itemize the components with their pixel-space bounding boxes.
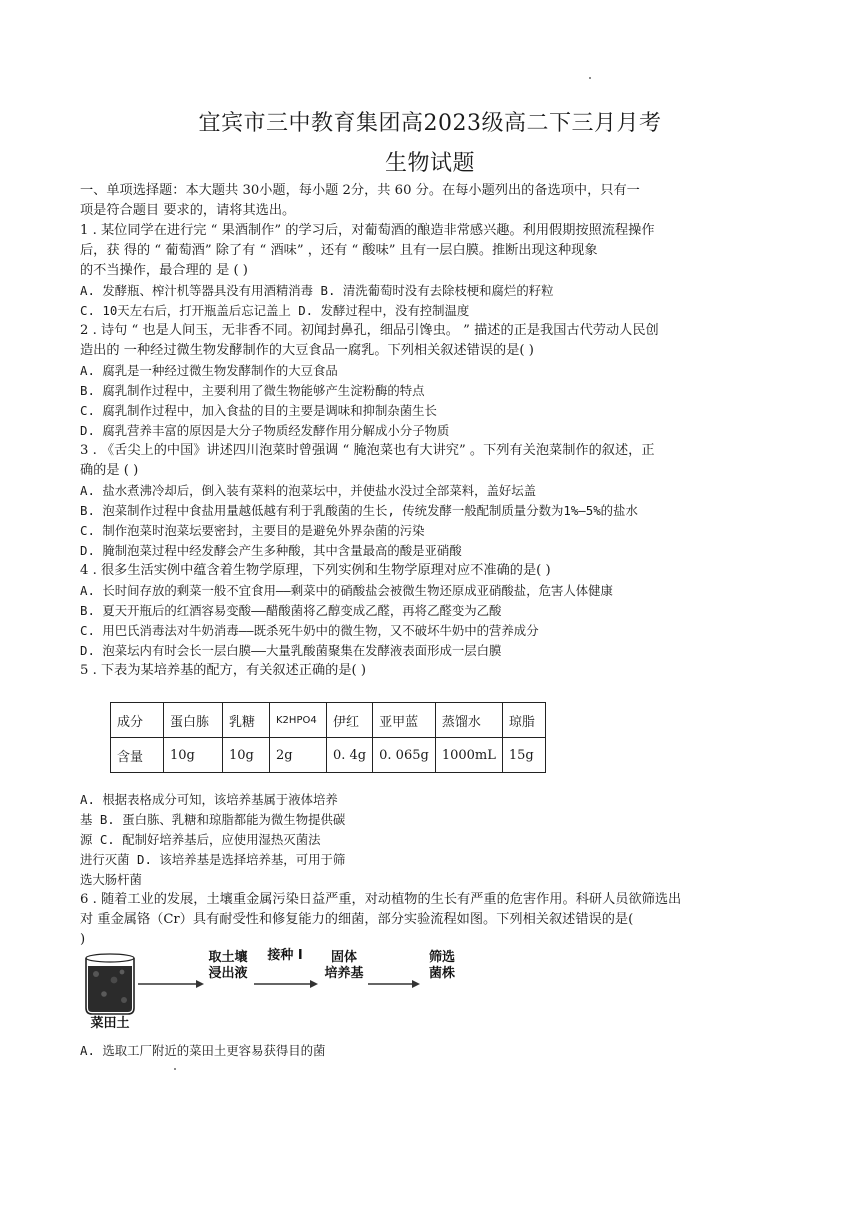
text-line: 项是符合题目 要求的，请将其选出。 <box>80 203 296 218</box>
text-line: 的不当操作，最合理的 是 ( ) <box>80 263 248 278</box>
option-line: 选大肠杆菌 <box>80 872 142 887</box>
option-c: C. 腐乳制作过程中，加入食盐的目的主要是调味和抑制杂菌生长 <box>80 403 437 418</box>
table-cell: 2g <box>270 738 327 773</box>
flow-step-1 <box>202 950 254 982</box>
option-line: 基 B. 蛋白胨、乳糖和琼脂都能为微生物提供碳 <box>80 812 346 827</box>
table-row <box>111 738 546 773</box>
table-cell: 乳糖 <box>223 703 270 738</box>
option-c: C. 制作泡菜时泡菜坛要密封，主要目的是避免外界杂菌的污染 <box>80 523 425 538</box>
option-line: C. 10天左右后，打开瓶盖后忘记盖上 D. 发酵过程中，没有控制温度 <box>80 303 470 318</box>
flow-step-1-line1: 取土壤 <box>208 950 248 965</box>
table-cell: 成分 <box>111 703 164 738</box>
flow-step-1-line2: 浸出液 <box>208 966 248 981</box>
flow-step-2-line2: 培养基 <box>324 966 364 981</box>
text-line: 后，获 得的 “ 葡萄酒” 除了有 “ 酒味” ，还有 “ 酸味” 且有一层白膜。推断出现这种现象 <box>80 243 598 258</box>
table-cell: 0. 4g <box>327 738 373 773</box>
flow-step-2 <box>316 950 372 982</box>
option-c: C. 用巴氏消毒法对牛奶消毒——既杀死牛奶中的微生物，又不破坏牛奶中的营养成分 <box>80 623 539 638</box>
soil-speck <box>101 991 107 997</box>
option-line: 进行灭菌 D. 该培养基是选择培养基，可用于筛 <box>80 852 346 867</box>
option-a: A. 腐乳是一种经过微生物发酵制作的大豆食品 <box>80 363 338 378</box>
text-line: ) <box>80 932 86 947</box>
table-cell: 亚甲蓝 <box>373 703 436 738</box>
flow-step-2-line1: 固体 <box>330 950 357 965</box>
beaker-rim <box>86 954 134 962</box>
question-3: 3 . 《舌尖上的中国》讲述四川泡菜时曾强调 “ 腌泡菜也有大讲究” 。下列有关泡菜制作的叙述，正 <box>80 443 655 458</box>
question-2: 2 . 诗句 “ 也是人间玉，无非香不同。初闻封鼻孔，细品引馋虫。 ” 描述的正是我国古代劳动人民创 <box>80 323 659 338</box>
table-cell: 1000mL <box>435 738 502 773</box>
option-d: D. 泡菜坛内有时会长一层白膜——大量乳酸菌聚集在发酵液表面形成一层白膜 <box>80 643 502 658</box>
table-cell: 10g <box>164 738 223 773</box>
table-cell: 含量 <box>111 738 164 773</box>
question-6: 6 . 随着工业的发展，土壤重金属污染日益严重，对动植物的生长有严重的危害作用。科研人员欲筛选出 <box>80 892 682 907</box>
arrow-head <box>412 980 420 988</box>
option-line: A. 根据表格成分可知，该培养基属于液体培养 <box>80 792 338 807</box>
soil-speck <box>93 971 99 977</box>
speck <box>589 77 591 79</box>
flow-step-3 <box>420 950 464 982</box>
table-cell: 伊红 <box>327 703 373 738</box>
exam-title: 宜宾市三中教育集团高2023级高二下三月月考 <box>198 111 662 136</box>
option-b: B. 夏天开瓶后的红酒容易变酸——醋酸菌将乙醇变成乙醛，再将乙醛变为乙酸 <box>80 603 502 618</box>
table-header-row <box>111 703 546 738</box>
option-a: A. 长时间存放的剩菜一般不宜食用——剩菜中的硝酸盐会被微生物还原成亚硝酸盐，危害人体健康 <box>80 583 613 598</box>
arrow-label-inoculation: 接种 I <box>267 948 303 963</box>
medium-recipe-table <box>110 702 546 773</box>
option-d: D. 腌制泡菜过程中经发酵会产生多种酸，其中含量最高的酸是亚硝酸 <box>80 543 462 558</box>
soil-speck <box>121 997 127 1003</box>
soil-speck <box>120 970 125 975</box>
question-1: 1 . 某位同学在进行完 “ 果酒制作” 的学习后，对葡萄酒的酿造非常感兴趣。利用假期按照流程操作 <box>80 223 655 238</box>
soil-speck <box>111 977 118 984</box>
text-line: 确的是 ( ) <box>80 463 139 478</box>
table-cell: 0. 065g <box>373 738 436 773</box>
table-cell: 蒸馏水 <box>435 703 502 738</box>
option-line: 源 C. 配制好培养基后，应使用湿热灭菌法 <box>80 832 321 847</box>
option-a: A. 选取工厂附近的菜田土更容易获得目的菌 <box>80 1043 326 1058</box>
flow-step-3-line2: 菌株 <box>428 966 455 981</box>
flow-step-3-line1: 筛选 <box>428 950 455 965</box>
table-cell: 琼脂 <box>502 703 545 738</box>
option-d: D. 腐乳营养丰富的原因是大分子物质经发酵作用分解成小分子物质 <box>80 423 450 438</box>
experiment-flow-diagram <box>78 946 478 1036</box>
option-a: A. 盐水煮沸冷却后，倒入装有菜料的泡菜坛中，并使盐水没过全部菜料，盖好坛盖 <box>80 483 537 498</box>
text-line: 一、单项选择题：本大题共 30小题，每小题 2分，共 60 分。在每小题列出的备选项中，只有一 <box>80 183 640 198</box>
table-cell: 15g <box>502 738 545 773</box>
table-cell: K2HPO4 <box>270 703 327 738</box>
option-line: A. 发酵瓶、榨汁机等器具没有用酒精消毒 B. 清洗葡萄时没有去除枝梗和腐烂的籽粒 <box>80 283 554 298</box>
table-cell: 10g <box>223 738 270 773</box>
option-b: B. 泡菜制作过程中食盐用量越低越有利于乳酸菌的生长, 传统发酵一般配制质量分数为1%—5%的盐水 <box>80 503 638 518</box>
question-4: 4 . 很多生活实例中蕴含着生物学原理，下列实例和生物学原理对应不准确的是( ) <box>80 563 551 578</box>
jar-label: 菜田土 <box>90 1016 130 1031</box>
text-line: 对 重金属铬（Cr）具有耐受性和修复能力的细菌，部分实验流程如图。下列相关叙述错误的是( <box>80 912 634 927</box>
exam-subtitle: 生物试题 <box>384 151 475 176</box>
question-5: 5 . 下表为某培养基的配方，有关叙述正确的是( ) <box>80 663 367 678</box>
table-cell: 蛋白胨 <box>164 703 223 738</box>
speck <box>174 1068 176 1070</box>
option-b: B. 腐乳制作过程中，主要利用了微生物能够产生淀粉酶的特点 <box>80 383 425 398</box>
text-line: 造出的 一种经过微生物发酵制作的大豆食品一腐乳。下列相关叙述错误的是( ) <box>80 343 534 358</box>
